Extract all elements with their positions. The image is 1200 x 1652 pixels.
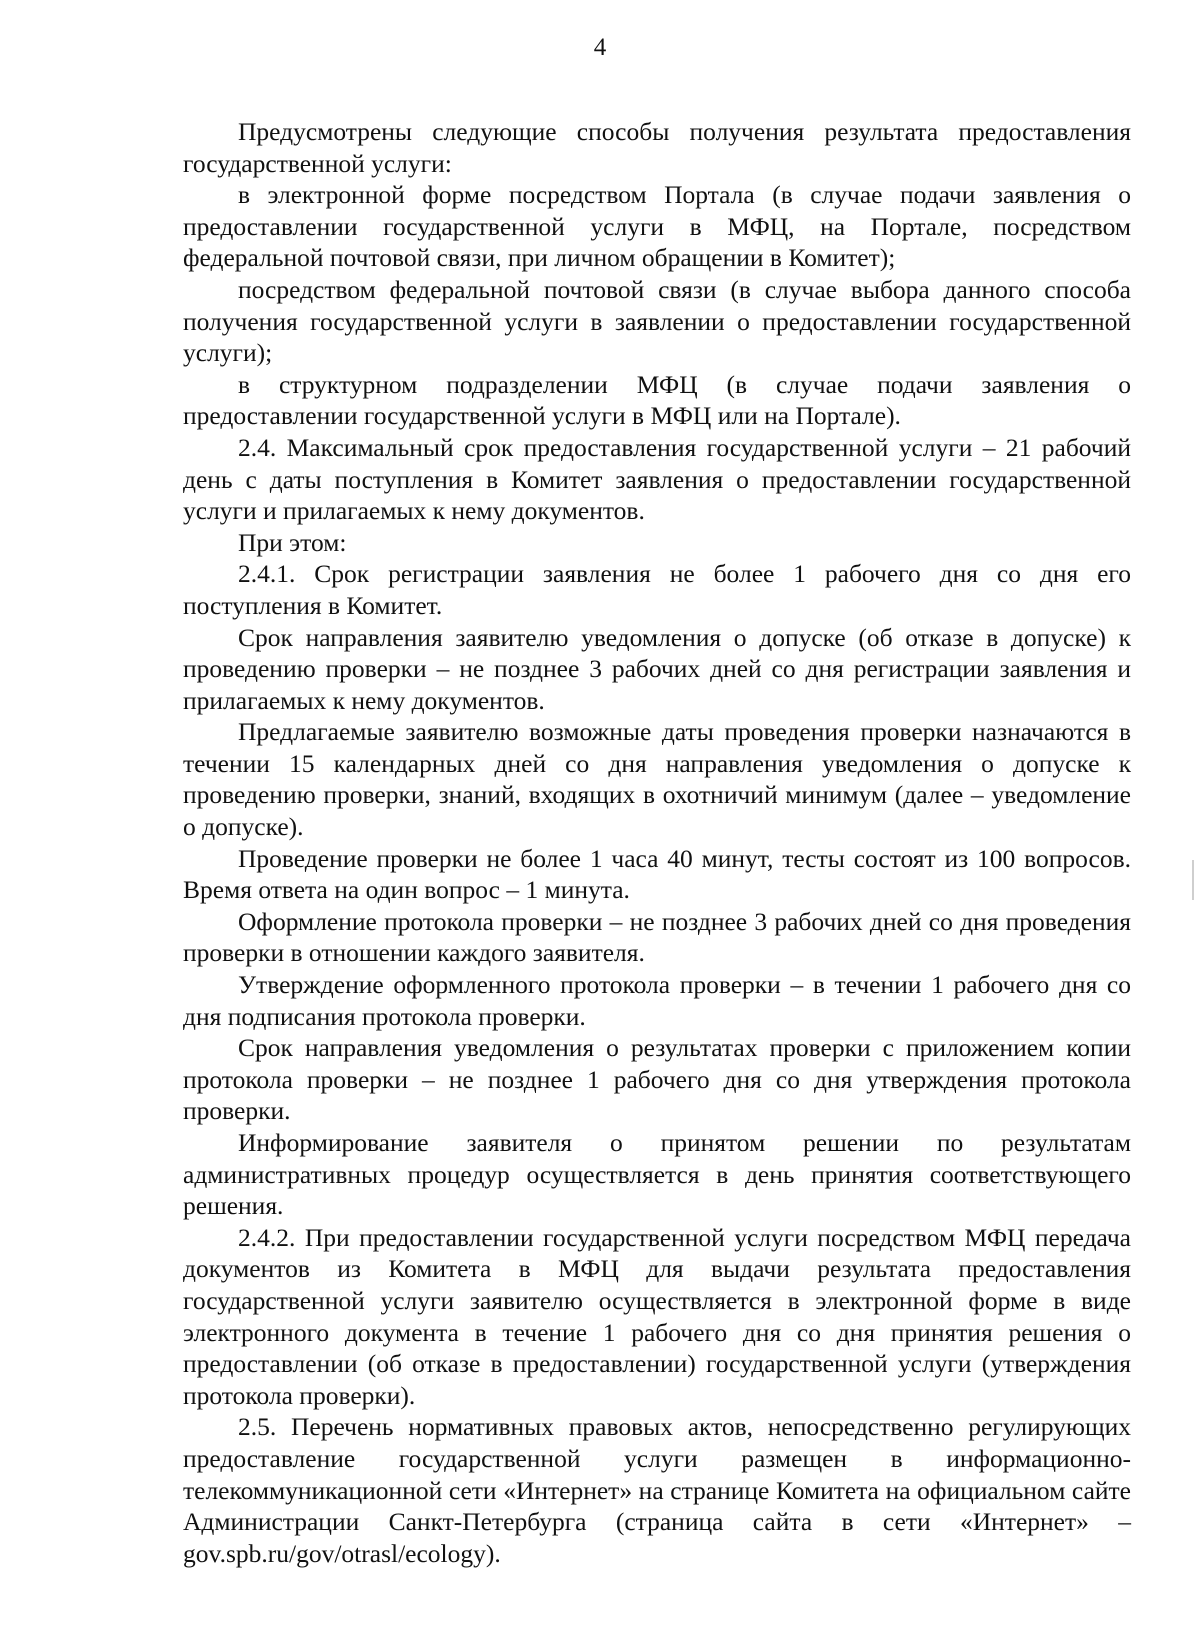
paragraph-electronic-form: в электронной форме посредством Портала (в случае подачи заявления о предоставлении государственной услуги в МФЦ, на Портале, посредством федеральной почтовой связи, при личном обращении в Комитет); — [183, 180, 1131, 273]
paragraph-admission-notice: Срок направления заявителю уведомления о допуске (об отказе в допуске) к проведению проверки – не позднее 3 рабочих дней со дня регистрации заявления и прилагаемых к нему документов. — [183, 622, 1131, 715]
scan-edge-mark — [1192, 860, 1194, 900]
paragraph-section-2-4: 2.4. Максимальный срок предоставления государственной услуги – 21 рабочий день с даты поступления в Комитет заявления о предоставлении государственной услуги и прилагаемых к нему документов. — [183, 432, 1131, 526]
page-number: 4 — [593, 34, 607, 61]
paragraph-mfc-division: в структурном подразделении МФЦ (в случае подачи заявления о предоставлении государственной услуги в МФЦ или на Портале). — [183, 369, 1131, 431]
paragraph-protocol-approval: Утверждение оформленного протокола проверки – в течении 1 рабочего дня со дня подписания протокола проверки. — [183, 970, 1131, 1031]
paragraph-decision-informing: Информирование заявителя о принятом решении по результатам административных процедур осуществляется в день принятия соответствующего решения. — [183, 1128, 1131, 1221]
paragraph-protocol-registration: Оформление протокола проверки – не позднее 3 рабочих дней со дня проведения проверки в отношении каждого заявителя. — [183, 906, 1131, 968]
paragraph-proposed-dates: Предлагаемые заявителю возможные даты проведения проверки назначаются в течении 15 календарных дней со дня направления уведомления о допуске к проведению проверки, знаний, входящих в охотничий минимум (далее – уведомление о допуске). — [183, 717, 1131, 842]
paragraph-section-2-4-2: 2.4.2. При предоставлении государственной услуги посредством МФЦ передача документов из Комитета в МФЦ для выдачи результата предоставления государственной услуги заявителю осуществляется в электронной форме в виде электронного документа в течение 1 рабочего дня со дня принятия решения о предоставлении (об отказе в предоставлении) государственной услуги (утверждения протокола проверки). — [183, 1222, 1131, 1410]
document-body — [183, 116, 1131, 1569]
paragraph-in-this-case: При этом: — [238, 527, 347, 557]
paragraph-results-notice: Срок направления уведомления о результатах проверки с приложением копии протокола проверки – не позднее 1 рабочего дня со дня утверждения протокола проверки. — [183, 1033, 1131, 1126]
paragraph-section-2-4-1: 2.4.1. Срок регистрации заявления не более 1 рабочего дня со дня его поступления в Комитет. — [183, 559, 1131, 620]
paragraph-test-duration: Проведение проверки не более 1 часа 40 минут, тесты состоят из 100 вопросов. Время ответа на один вопрос – 1 минута. — [183, 843, 1131, 905]
paragraph-section-2-5: 2.5. Перечень нормативных правовых актов, непосредственно регулирующих предоставление государственной услуги размещен в информационно-телекоммуникационной сети «Интернет» на странице Комитета на официальном сайте Администрации Санкт-Петербурга (страница сайта в сети «Интернет» – gov.spb.ru/gov/otrasl/ecology). — [183, 1412, 1131, 1568]
paragraph-result-methods-intro: Предусмотрены следующие способы получения результата предоставления государственной услуги: — [183, 117, 1131, 178]
paragraph-postal-service: посредством федеральной почтовой связи (в случае выбора данного способа получения государственной услуги в заявлении о предоставлении государственной услуги); — [183, 274, 1131, 368]
